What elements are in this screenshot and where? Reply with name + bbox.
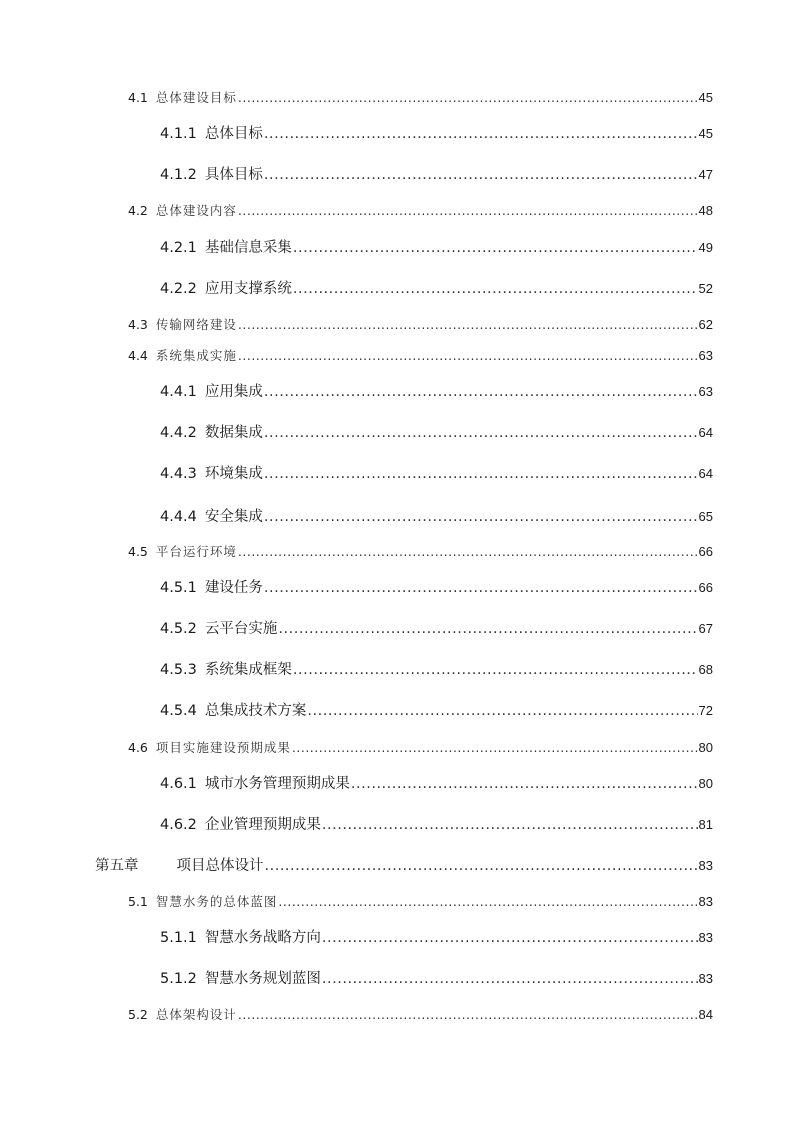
- toc-entry-label: [160, 421, 263, 442]
- dot-leader: [238, 317, 698, 332]
- toc-entry[interactable]: [0, 346, 793, 364]
- toc-entry-page-number: 81: [698, 817, 713, 832]
- toc-entry-number: 第五章: [95, 858, 139, 874]
- toc-entry-title: 总体目标: [204, 126, 263, 142]
- dot-leader: [351, 776, 698, 792]
- toc-entry-page-number: 66: [698, 544, 713, 559]
- toc-entry[interactable]: [0, 462, 793, 483]
- toc-entry-title: 应用集成: [204, 384, 263, 400]
- toc-entry-label: [160, 277, 292, 298]
- toc-entry-label: [128, 1005, 237, 1023]
- toc-entry-page-number: 80: [698, 776, 713, 791]
- toc-entry-label: [160, 122, 263, 143]
- toc-entry-title: 平台运行环境: [155, 544, 237, 559]
- toc-entry-title: 基础信息采集: [204, 240, 292, 256]
- toc-entry-number: 4.4.3: [160, 466, 197, 482]
- toc-entry-label: [160, 236, 292, 257]
- toc-entry[interactable]: [0, 277, 793, 298]
- toc-entry-label: [128, 892, 277, 910]
- toc-entry-title: 城市水务管理预期成果: [204, 776, 350, 792]
- toc-entry-number: 4.1: [128, 90, 148, 105]
- toc-entry-title: 总体建设目标: [155, 90, 237, 105]
- dot-leader: [238, 90, 698, 105]
- toc-entry[interactable]: [0, 926, 793, 947]
- toc-entry[interactable]: [0, 1005, 793, 1023]
- toc-entry-number: 4.1.2: [160, 167, 197, 183]
- dot-leader: [238, 1007, 698, 1022]
- toc-entry[interactable]: [0, 236, 793, 257]
- toc-entry[interactable]: [0, 617, 793, 638]
- toc-entry-page-number: 83: [698, 858, 713, 873]
- toc-entry-page-number: 63: [698, 384, 713, 399]
- toc-entry-title: 智慧水务战略方向: [204, 930, 321, 946]
- toc-entry-label: [160, 380, 263, 401]
- dot-leader: [238, 348, 698, 363]
- toc-entry-label: [160, 576, 263, 597]
- dot-leader: [292, 740, 698, 755]
- toc-entry-number: 4.2: [128, 203, 148, 218]
- toc-entry[interactable]: [0, 699, 793, 720]
- toc-entry[interactable]: [0, 892, 793, 910]
- toc-entry-number: 5.1.2: [160, 971, 197, 987]
- toc-entry-title: 总体建设内容: [155, 203, 237, 218]
- toc-entry-page-number: 65: [698, 509, 713, 524]
- toc-entry-title: 系统集成实施: [155, 348, 237, 363]
- toc-entry[interactable]: [0, 505, 793, 526]
- toc-entry-page-number: 52: [698, 281, 713, 296]
- toc-entry-number: 4.5.1: [160, 580, 197, 596]
- toc-entry-page-number: 84: [698, 1007, 713, 1022]
- toc-entry-number: 4.5: [128, 544, 148, 559]
- dot-leader: [293, 281, 698, 297]
- toc-entry[interactable]: [0, 854, 793, 875]
- toc-entry-number: 4.5.4: [160, 703, 197, 719]
- toc-entry-title: 应用支撑系统: [204, 281, 292, 297]
- dot-leader: [264, 466, 698, 482]
- toc-entry-label: [160, 163, 263, 184]
- toc-entry-number: 5.1: [128, 894, 148, 909]
- toc-entry-title: 总体架构设计: [155, 1007, 237, 1022]
- toc-entry[interactable]: [0, 738, 793, 756]
- toc-entry-number: 4.4: [128, 348, 148, 363]
- dot-leader: [264, 384, 698, 400]
- toc-entry-page-number: 45: [698, 126, 713, 141]
- toc-entry-page-number: 64: [698, 466, 713, 481]
- toc-entry-title: 云平台实施: [204, 621, 278, 637]
- dot-leader: [322, 930, 698, 946]
- toc-entry-title: 总集成技术方案: [204, 703, 307, 719]
- dot-leader: [264, 580, 698, 596]
- toc-entry-title: 安全集成: [204, 509, 263, 525]
- toc-entry-number: 4.6.2: [160, 817, 197, 833]
- toc-entry-title: 建设任务: [204, 580, 263, 596]
- toc-entry-title: 项目实施建设预期成果: [155, 740, 291, 755]
- toc-entry-page-number: 72: [698, 703, 713, 718]
- dot-leader: [293, 240, 698, 256]
- toc-entry-title: 项目总体设计: [176, 858, 264, 874]
- toc-entry[interactable]: [0, 122, 793, 143]
- toc-entry[interactable]: [0, 201, 793, 219]
- dot-leader: [264, 425, 698, 441]
- toc-entry-page-number: 83: [698, 894, 713, 909]
- dot-leader: [322, 971, 698, 987]
- toc-entry-label: [128, 542, 237, 560]
- toc-entry-label: [160, 772, 350, 793]
- dot-leader: [307, 703, 697, 719]
- toc-entry-page-number: 80: [698, 740, 713, 755]
- toc-entry-label: [160, 617, 277, 638]
- toc-entry[interactable]: [0, 163, 793, 184]
- toc-entry-number: 4.2.2: [160, 281, 197, 297]
- toc-entry-number: 4.4.4: [160, 509, 197, 525]
- toc-entry-number: 4.1.1: [160, 126, 197, 142]
- toc-entry-number: 4.2.1: [160, 240, 197, 256]
- dot-leader: [238, 544, 698, 559]
- toc-entry-number: 4.5.3: [160, 662, 197, 678]
- toc-entry-number: 4.5.2: [160, 621, 197, 637]
- toc-entry-label: [128, 315, 237, 333]
- toc-entry-page-number: 45: [698, 90, 713, 105]
- toc-entry-title: 数据集成: [204, 425, 263, 441]
- toc-entry-label: [160, 926, 321, 947]
- toc-entry-page-number: 83: [698, 930, 713, 945]
- toc-entry-page-number: 48: [698, 203, 713, 218]
- toc-entry[interactable]: [0, 542, 793, 560]
- dot-leader: [322, 817, 698, 833]
- toc-entry-label: [128, 88, 237, 106]
- toc-entry-label: [160, 462, 263, 483]
- dot-leader: [265, 858, 698, 874]
- dot-leader: [238, 203, 698, 218]
- dot-leader: [278, 621, 697, 637]
- toc-entry[interactable]: [0, 813, 793, 834]
- toc-entry-page-number: 62: [698, 317, 713, 332]
- toc-entry[interactable]: [0, 421, 793, 442]
- toc-entry-page-number: 47: [698, 167, 713, 182]
- toc-entry[interactable]: [0, 315, 793, 333]
- toc-entry-label: [160, 505, 263, 526]
- toc-entry-label: [95, 854, 264, 875]
- toc-entry[interactable]: [0, 772, 793, 793]
- dot-leader: [264, 509, 698, 525]
- toc-entry-title: 传输网络建设: [155, 317, 237, 332]
- toc-entry-label: [160, 699, 306, 720]
- toc-entry-page-number: 83: [698, 971, 713, 986]
- dot-leader: [264, 167, 698, 183]
- toc-entry-title: 具体目标: [204, 167, 263, 183]
- toc-entry-title: 智慧水务的总体蓝图: [155, 894, 278, 909]
- toc-entry-page-number: 64: [698, 425, 713, 440]
- toc-entry[interactable]: [0, 380, 793, 401]
- toc-entry-number: 4.6.1: [160, 776, 197, 792]
- toc-entry-title: 系统集成框架: [204, 662, 292, 678]
- toc-entry-label: [160, 658, 292, 679]
- toc-entry-number: 4.3: [128, 317, 148, 332]
- toc-entry[interactable]: [0, 658, 793, 679]
- toc-entry-number: 4.6: [128, 740, 148, 755]
- toc-entry-number: 4.4.1: [160, 384, 197, 400]
- toc-entry-number: 5.2: [128, 1007, 148, 1022]
- toc-entry-number: 5.1.1: [160, 930, 197, 946]
- toc-entry-title: 环境集成: [204, 466, 263, 482]
- toc-entry-label: [160, 813, 321, 834]
- toc-entry-page-number: 66: [698, 580, 713, 595]
- toc-entry-label: [128, 201, 237, 219]
- toc-entry-title: 智慧水务规划蓝图: [204, 971, 321, 987]
- dot-leader: [293, 662, 698, 678]
- toc-entry[interactable]: [0, 967, 793, 988]
- dot-leader: [264, 126, 698, 142]
- dot-leader: [278, 894, 697, 909]
- toc-entry-page-number: 67: [698, 621, 713, 636]
- toc-entry-page-number: 49: [698, 240, 713, 255]
- toc-entry-number: 4.4.2: [160, 425, 197, 441]
- toc-entry-title: 企业管理预期成果: [204, 817, 321, 833]
- toc-entry-label: [128, 346, 237, 364]
- toc-entry-page-number: 63: [698, 348, 713, 363]
- toc-entry[interactable]: [0, 576, 793, 597]
- toc-entry-page-number: 68: [698, 662, 713, 677]
- toc-entry-label: [128, 738, 291, 756]
- toc-entry[interactable]: [0, 88, 793, 106]
- toc-entry-label: [160, 967, 321, 988]
